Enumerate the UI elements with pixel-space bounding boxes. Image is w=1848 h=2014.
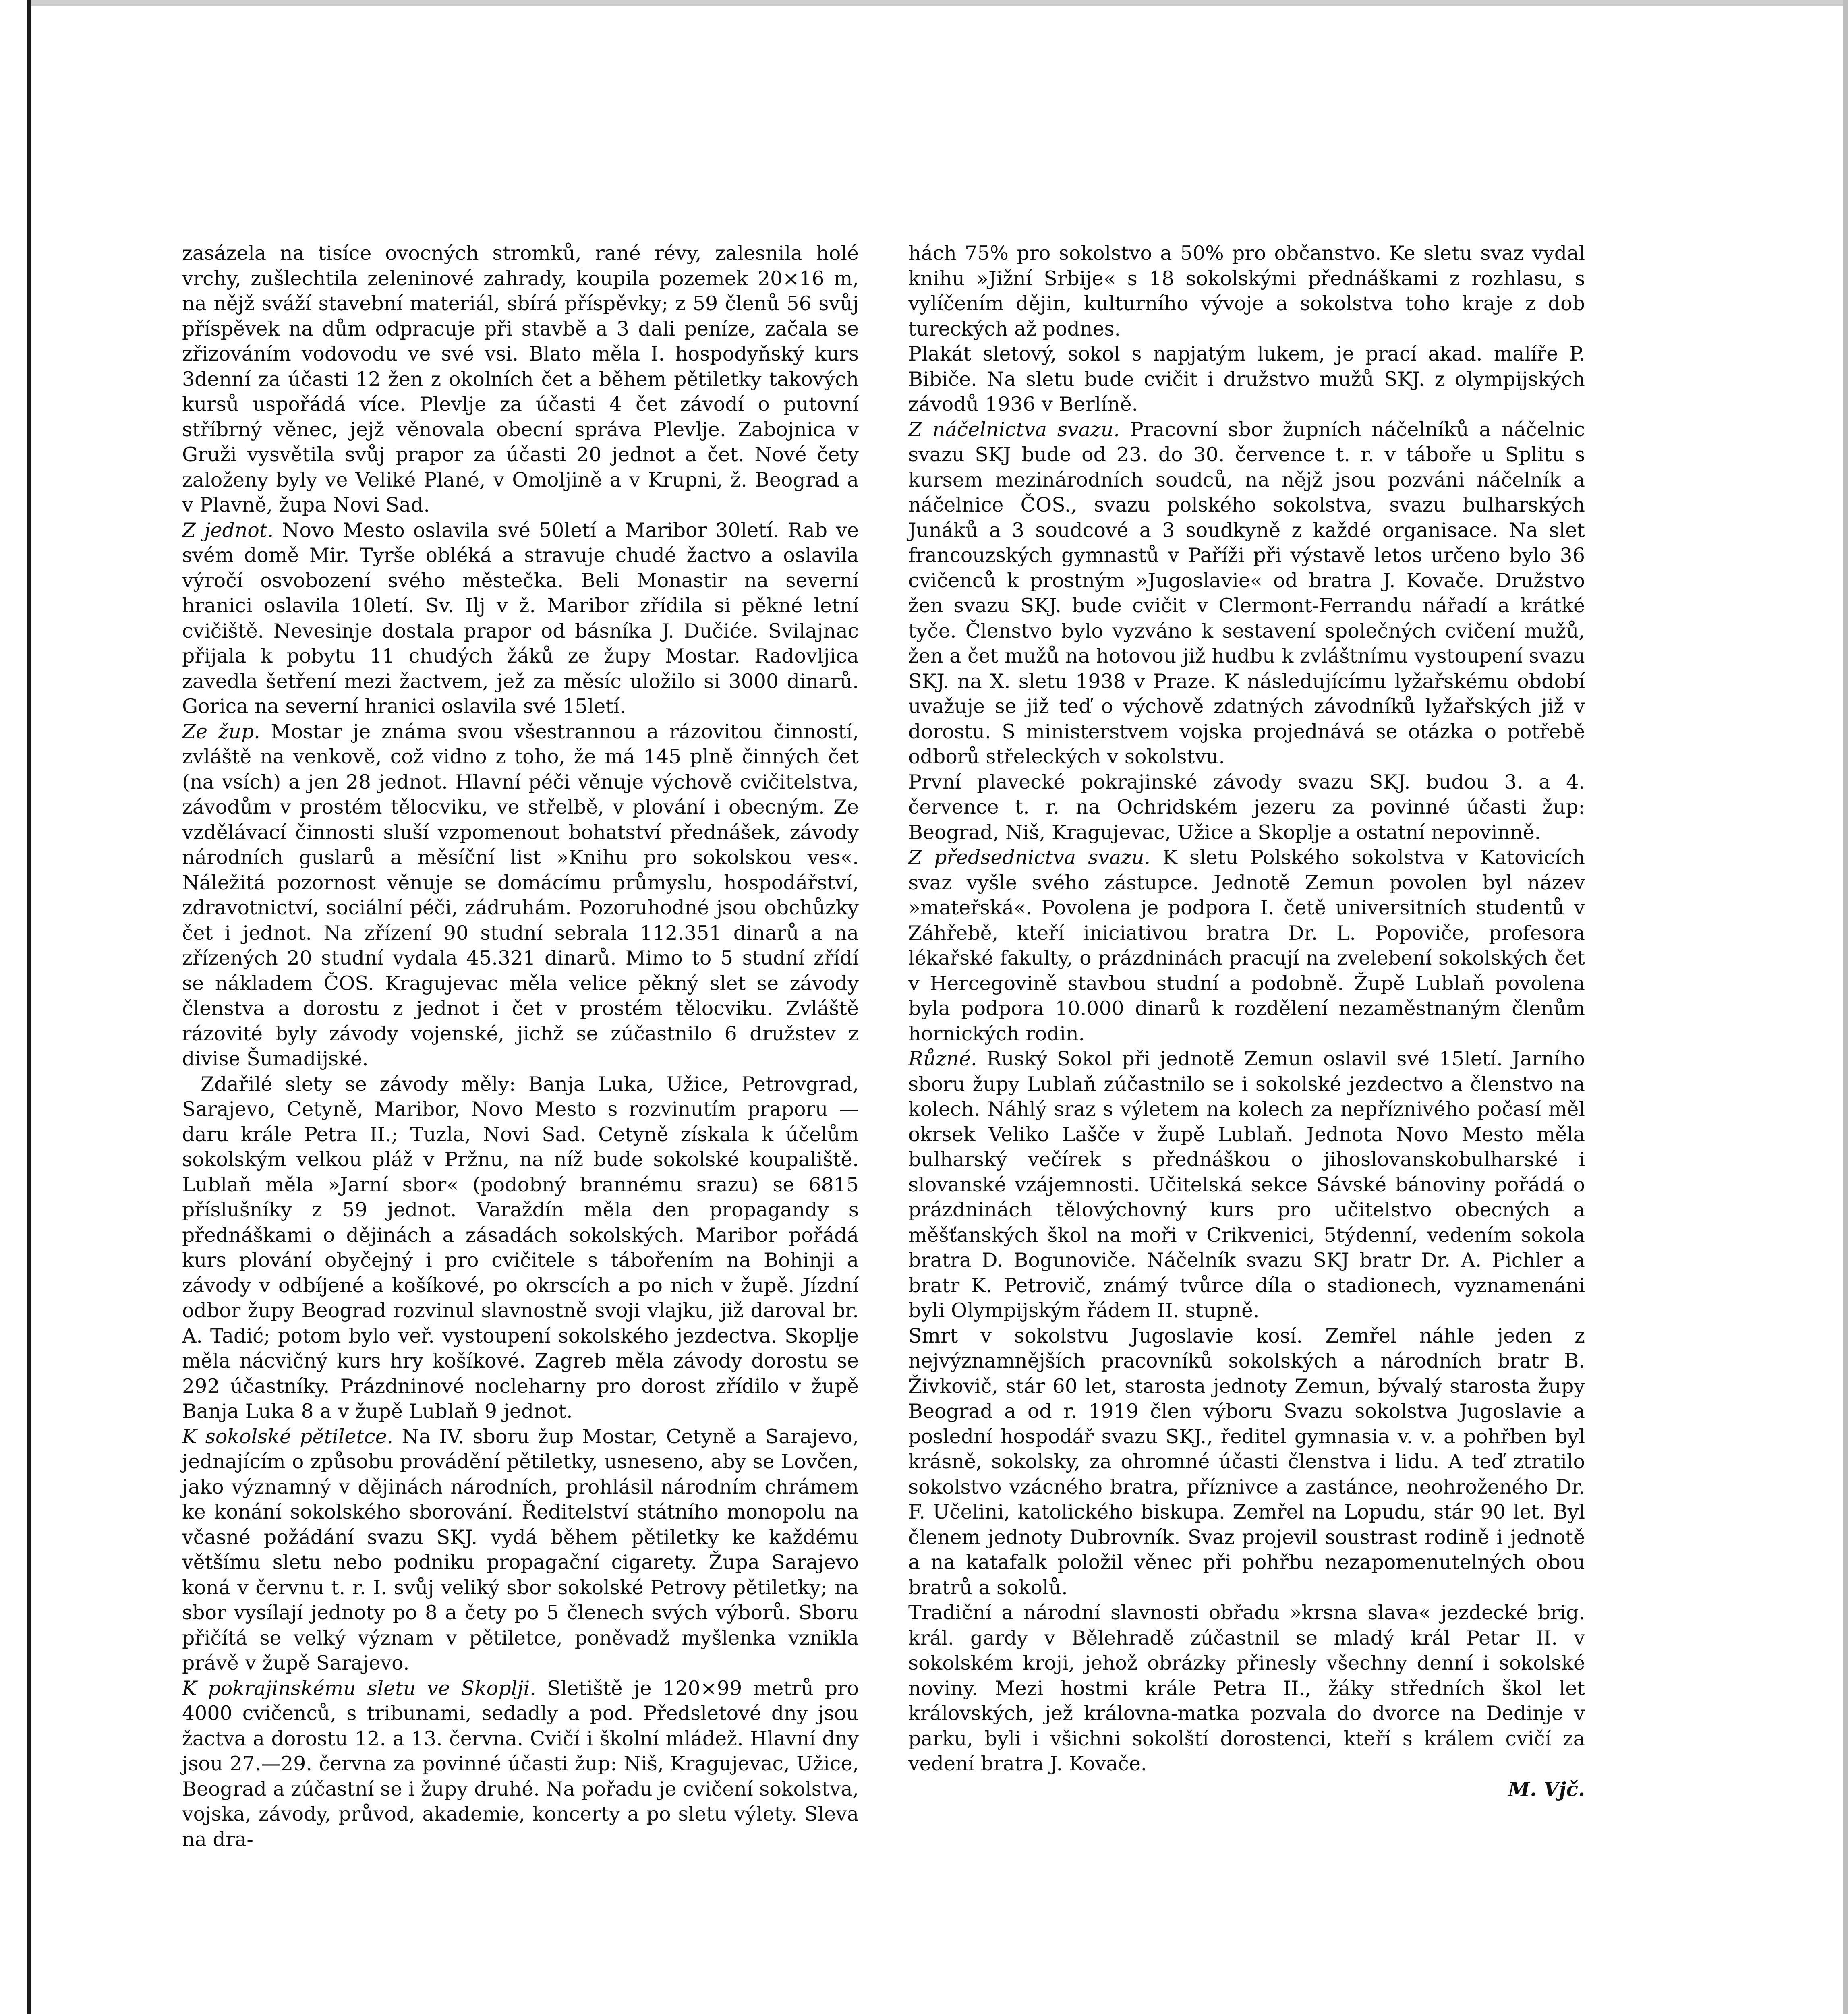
left-column	[182, 241, 859, 1852]
paragraph-right-0: hách 75% pro sokolstvo a 50% pro občanstvo. Ke sletu svaz vydal knihu »Jižní Srbije« s 18 sokolskými přednáškami z rozhlasu, s vylíčením dějin, kulturního vývoje a sokolstva toho kraje z dob tureckých až podnes.	[908, 242, 1585, 340]
section-lead: Z náčelnictva svazu.	[908, 418, 1120, 441]
section-lead: K sokolské pětiletce.	[182, 1425, 394, 1448]
paragraph-left-4: K sokolské pětiletce. Na IV. sboru žup Mostar, Cetyně a Sarajevo, jednajícím o způsobu provádění pětiletky, usneseno, aby se Lovčen, jako významný v dějinách národních, prohlásil národním chrámem ke konání sokolského sborování. Ředitelství státního monopolu na včasné požádání svazu SKJ. vydá během pětiletky ke každému většímu sletu nebo podniku propagační cigarety. Župa Sarajevo koná v červnu t. r. I. svůj veliký sbor sokolské Petrovy pětiletky; na sbor vysílají jednoty po 8 a čety po 5 členech svých výborů. Sboru přičítá se velký význam v pětiletce, poněvadž myšlenka vznikla právě v župě Sarajevo.	[182, 1425, 859, 1674]
paragraph-left-0: zasázela na tisíce ovocných stromků, rané révy, zalesnila holé vrchy, zušlechtila zeleninové zahrady, koupila pozemek 20×16 m, na nějž sváží stavební materiál, sbírá příspěvky; z 59 členů 56 svůj příspěvek na dům odpracuje při stavbě a 3 dali peníze, začala se zřizováním vodovodu ve své vsi. Blato měla I. hospodyňský kurs 3denní za účasti 12 žen z okolních čet a během pětiletky takových kursů uspořádá více. Plevlje za účasti 4 čet závodí o putovní stříbrný věnec, jejž věnovala obecní správa Plevlje. Zabojnica v Gruži vysvětila svůj prapor za účasti 20 jednot a čet. Nové čety založeny byly ve Veliké Plané, v Omoljině a v Krupni, ž. Beograd a v Plavně, župa Novi Sad.	[182, 242, 859, 516]
paragraph-right-6: Smrt v sokolstvu Jugoslavie kosí. Zemřel náhle jeden z nejvýznamnějších pracovníků sokolských a národních bratr B. Živkovič, stár 60 let, starosta jednoty Zemun, bývalý starosta župy Beograd a od r. 1919 člen výboru Svazu sokolstva Jugoslavie a poslední hospodář svazu SKJ., ředitel gymnasia v. v. a pohřben byl krásně, sokolsky, za ohromné účasti členstva i lidu. A teď ztratilo sokolstvo vzácného bratra, příznivce a zastánce, neohroženého Dr. F. Učelini, katolického biskupa. Zemřel na Lopudu, stár 90 let. Byl členem jednoty Dubrovník. Svaz projevil soustrast rodině i jednotě a na katafalk položil věnec při pohřbu nezapomenutelných obou bratrů a sokolů.	[908, 1324, 1585, 1599]
paragraph-right-4: Z předsednictva svazu. K sletu Polského sokolstva v Katovicích svaz vyšle svého zástupce. Jednotě Zemun povolen byl název »mateřská«. Povolena je podpora I. četě universitních studentů v Záhřebě, kteří iniciativou bratra Dr. L. Popoviče, profesora lékařské fakulty, o prázdninách pracují na zvelebení sokolských čet v Hercegovině stavbou studní a podobně. Župě Lublaň povolena byla podpora 10.000 dinarů k rozdělení nezaměstnaným členům hornických rodin.	[908, 846, 1585, 1045]
right-column	[908, 241, 1585, 1802]
paragraph-right-5: Různé. Ruský Sokol při jednotě Zemun oslavil své 15letí. Jarního sboru župy Lublaň zúčastnilo se i sokolské jezdectvo a členstvo na kolech. Náhlý sraz s výletem na kolech za nepříznivého počasí měl okrsek Veliko Lašče v župě Lublaň. Jednota Novo Mesto měla bulharský večírek s přednáškou o jihoslovanskobulharské i slovanské vzájemnosti. Učitelská sekce Sávské bánoviny pořádá o prázdninách tělovýchovný kurs pro učitelstvo obecných a měšťanských škol na moři v Crikvenici, 5týdenní, vedením sokola bratra D. Bogunoviče. Náčelník svazu SKJ bratr Dr. A. Pichler a bratr K. Petrovič, známý tvůrce díla o stadionech, vyznamenáni byli Olympijským řádem II. stupně.	[908, 1047, 1585, 1322]
section-lead: Různé.	[908, 1047, 977, 1070]
page-edge-left	[27, 0, 31, 2014]
page-edge-top	[31, 0, 1848, 6]
paragraph-right-3: První plavecké pokrajinské závody svazu SKJ. budou 3. a 4. července t. r. na Ochridském jezeru za povinné účasti žup: Beograd, Niš, Kragujevac, Užice a Skoplje a ostatní nepovinně.	[908, 770, 1585, 844]
paragraph-right-2: Z náčelnictva svazu. Pracovní sbor župních náčelníků a náčelnic svazu SKJ bude od 23. do 30. července t. r. v táboře u Splitu s kursem mezinárodních soudců, na nějž jsou pozváni náčelník a náčelnice ČOS., svazu polského sokolstva, svazu bulharských Junáků a 3 soudcové a 3 soudkyně z každé organisace. Na slet francouzských gymnastů v Paříži při výstavě letos určeno bylo 36 cvičenců k prostným »Jugoslavie« od bratra J. Kovače. Družstvo žen svazu SKJ. bude cvičit v Clermont-Ferrandu nářadí a krátké tyče. Členstvo bylo vyzváno k sestavení společných cvičení mužů, žen a čet mužů na hotovou již hudbu k zvláštnímu vystoupení svazu SKJ. na X. sletu 1938 v Praze. K následujícímu lyžařskému období uvažuje se již teď o výchově zdatných závodníků lyžařských již v dorostu. S ministerstvem vojska projednává se otázka o potřebě odborů střeleckých v sokolstvu.	[908, 418, 1585, 768]
paragraph-left-3: Zdařilé slety se závody měly: Banja Luka, Užice, Petrovgrad, Sarajevo, Cetyně, Maribor, Novo Mesto s rozvinutím praporu — daru krále Petra II.; Tuzla, Novi Sad. Cetyně získala k účelům sokolským velkou pláž v Pržnu, na níž bude sokolské koupaliště. Lublaň měla »Jarní sbor« (podobný brannému srazu) se 6815 příslušníky z 59 jednot. Varaždín měla den propagandy s přednáškami o dějinách a zásadách sokolských. Maribor pořádá kurs plování obyčejný i pro cvičitele s tábořením na Bohinji a závody v odbíjené a košíkové, po okrscích a po nich v župě. Jízdní odbor župy Beograd rozvinul slavnostně svoji vlajku, již daroval br. A. Tadić; potom bylo veř. vystoupení sokolského jezdectva. Skoplje měla nácvičný kurs hry košíkové. Zagreb měla závody dorostu se 292 účastníky. Prázdninové nocleharny pro dorost zřídilo v župě Banja Luka 8 a v župě Lublaň 9 jednot.	[182, 1072, 859, 1423]
section-lead: Z předsednictva svazu.	[908, 846, 1151, 869]
paragraph-right-1: Plakát sletový, sokol s napjatým lukem, je prací akad. malíře P. Bibiče. Na sletu bude cvičit i družstvo mužů SKJ. z olympijských závodů 1936 v Berlíně.	[908, 342, 1585, 416]
section-lead: K pokrajinskému sletu ve Skoplji.	[182, 1676, 536, 1700]
author-signature: M. Vjč.	[1508, 1777, 1585, 1801]
page-edge-right	[1843, 0, 1848, 2014]
section-lead: Ze žup.	[182, 720, 260, 743]
paragraph-left-2: Ze žup. Mostar je známa svou všestrannou a rázovitou činností, zvláště na venkově, což vidno z toho, že má 145 plně činných čet (na vsích) a jen 28 jednot. Hlavní péči věnuje výchově cvičitelstva, závodům v prostém tělocviku, ve střelbě, v plování i obecným. Ze vzdělávací činnosti sluší vzpomenout bohatství přednášek, závody národních guslarů a měsíční list »Knihu pro sokolskou ves«. Náležitá pozornost věnuje se domácímu průmyslu, hospodářství, zdravotnictví, sociální péči, zádruhám. Pozoruhodné jsou obchůzky čet i jednot. Na zřízení 90 studní sebrala 112.351 dinarů a na zřízených 20 studní vydala 45.321 dinarů. Mimo to 5 studní zřídí se nákladem ČOS. Kragujevac měla velice pěkný slet se závody členstva a dorostu z jednot i čet v prostém tělocviku. Zvláště rázovité byly závody vojenské, jichž se zúčastnilo 6 družstev z divise Šumadijské.	[182, 720, 859, 1070]
paragraph-right-7: Tradiční a národní slavnosti obřadu »krsna slava« jezdecké brig. král. gardy v Bělehradě zúčastnil se mladý král Petar II. v sokolském kroji, jehož obrázky přinesly všechny denní i sokolské noviny. Mezi hostmi krále Petra II., žáky středních škol let královských, jež královna-matka pozvala do dvorce na Dedinje v parku, byli i všichni sokolští dorostenci, kteří s králem cvičí za vedení bratra J. Kovače.	[908, 1601, 1585, 1775]
paragraph-left-5: K pokrajinskému sletu ve Skoplji. Sletiště je 120×99 metrů pro 4000 cvičenců, s tribunami, sedadly a pod. Předsletové dny jsou žactva a dorostu 12. a 13. června. Cvičí i školní mládež. Hlavní dny jsou 27.—29. června za povinné účasti žup: Niš, Kragujevac, Užice, Beograd a zúčastní se i župy druhé. Na pořadu je cvičení sokolstva, vojska, závody, průvod, akademie, koncerty a po sletu výlety. Sleva na dra-	[182, 1676, 859, 1851]
section-lead: Z jednot.	[182, 518, 274, 542]
paragraph-left-1: Z jednot. Novo Mesto oslavila své 50letí a Maribor 30letí. Rab ve svém domě Mir. Tyrše obléká a stravuje chudé žactvo a oslavila výročí osvobození svého městečka. Beli Monastir na severní hranici oslavila 10letí. Sv. Ilj v ž. Maribor zřídila si pěkné letní cvičiště. Nevesinje dostala prapor od básníka J. Dučiće. Svilajnac přijala k pobytu 11 chudých žáků ze župy Mostar. Radovljica zavedla šetření mezi žactvem, jež za měsíc uložilo si 3000 dinarů. Gorica na severní hranici oslavila své 15letí.	[182, 518, 859, 718]
